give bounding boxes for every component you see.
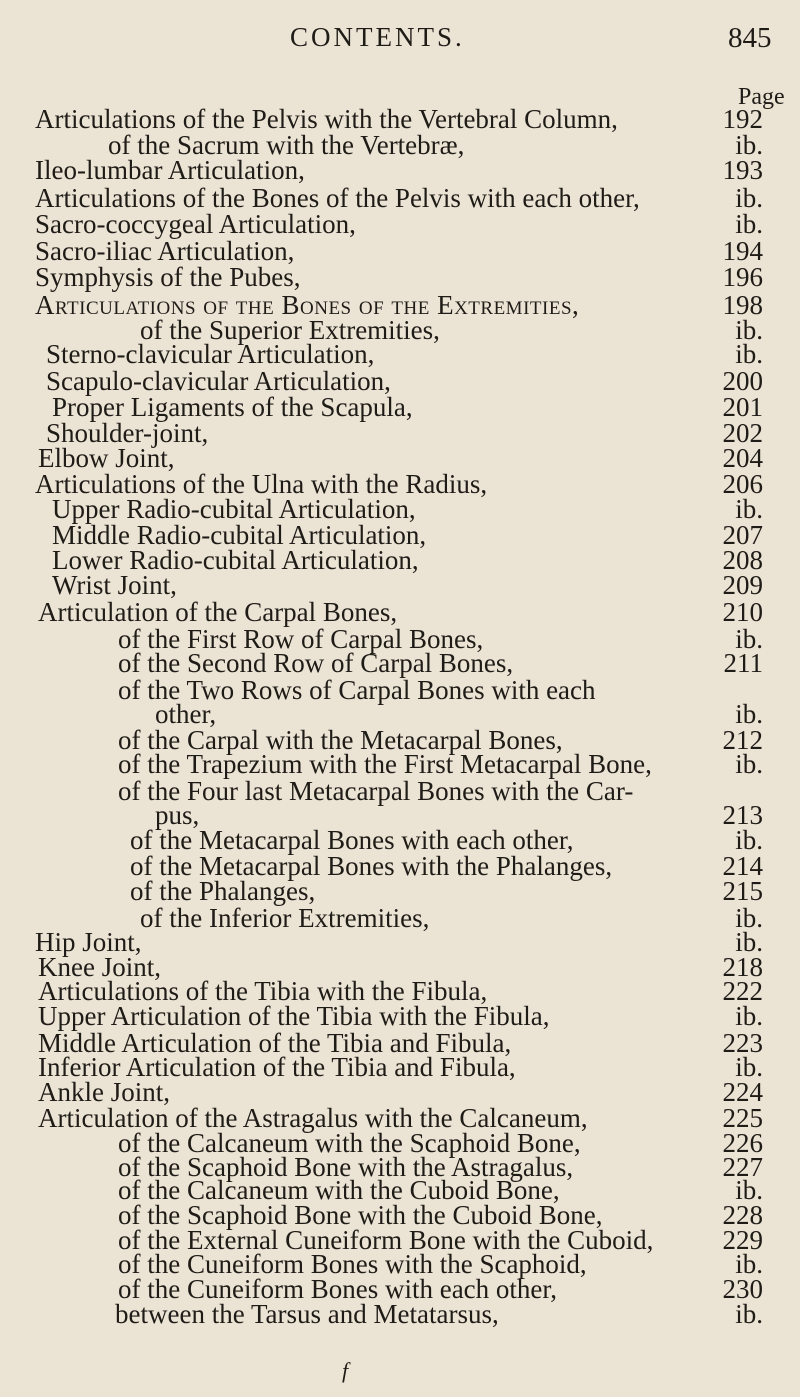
entry-title: of the Two Rows of Carpal Bones with each — [118, 675, 596, 705]
entry-page: ib. — [735, 183, 763, 213]
entry-page: 213 — [722, 800, 763, 830]
entry-page: 206 — [722, 469, 763, 499]
entry-page: 225 — [722, 1103, 763, 1133]
contents-entry — [0, 209, 800, 239]
entry-title: of the Sacrum with the Vertebræ, — [108, 130, 465, 160]
entry-page: ib. — [735, 130, 763, 160]
entry-page: ib. — [735, 1052, 763, 1082]
entry-page: 198 — [722, 290, 763, 320]
entry-page: ib. — [735, 494, 763, 524]
entry-title: Articulation of the Carpal Bones, — [38, 597, 398, 627]
entry-page: ib. — [735, 209, 763, 239]
entry-page: ib. — [735, 339, 763, 369]
entry-page: 218 — [722, 952, 763, 982]
entry-title: Articulations of the Ulna with the Radius, — [35, 469, 488, 499]
entry-page: 202 — [722, 418, 763, 448]
entry-page: 200 — [722, 366, 763, 396]
contents-entry — [0, 570, 800, 600]
entry-title: Symphysis of the Pubes, — [35, 262, 301, 292]
entry-title: between the Tarsus and Metatarsus, — [115, 1299, 499, 1329]
entry-title: Proper Ligaments of the Scapula, — [52, 392, 413, 422]
contents-entry — [0, 648, 800, 678]
entry-title: of the Metacarpal Bones with each other, — [130, 825, 574, 855]
entry-title: Upper Articulation of the Tibia with the Fibula, — [38, 1001, 550, 1031]
entry-title: of the Superior Extremities, — [140, 315, 440, 345]
entry-page: 193 — [722, 155, 763, 185]
signature-mark: f — [342, 1358, 349, 1383]
entry-title: of the First Row of Carpal Bones, — [118, 624, 484, 654]
entry-page: 211 — [723, 648, 763, 678]
entry-page: ib. — [735, 699, 763, 729]
entry-page: 204 — [722, 443, 763, 473]
entry-title: pus, — [155, 800, 200, 830]
entry-title: Articulations of the Bones of the Pelvis with each other, — [35, 183, 640, 213]
entry-page: ib. — [735, 825, 763, 855]
entry-title: Lower Radio-cubital Articulation, — [52, 545, 419, 575]
entry-title: of the Second Row of Carpal Bones, — [118, 648, 514, 678]
contents-entry — [0, 339, 800, 369]
entry-title: of the Cuneiform Bones with the Scaphoid, — [118, 1249, 587, 1279]
entry-title: Knee Joint, — [38, 952, 161, 982]
page-number: 845 — [728, 22, 772, 54]
contents-entry — [0, 1299, 800, 1329]
entry-title: of the Metacarpal Bones with the Phalanges, — [130, 851, 613, 881]
entry-page: 196 — [722, 262, 763, 292]
entry-title: of the Trapezium with the First Metacarpal Bone, — [118, 749, 652, 779]
entry-title: Inferior Articulation of the Tibia and Fibula, — [38, 1052, 516, 1082]
entry-title: Shoulder-joint, — [46, 418, 209, 448]
running-title: CONTENTS. — [290, 22, 465, 52]
entry-page: 214 — [722, 851, 763, 881]
entry-page: ib. — [735, 749, 763, 779]
entry-page: ib. — [735, 624, 763, 654]
entry-page: ib. — [735, 927, 763, 957]
entry-page: ib. — [735, 1249, 763, 1279]
entry-title: Wrist Joint, — [52, 570, 177, 600]
entry-page: 210 — [722, 597, 763, 627]
contents-entry — [0, 876, 800, 906]
entry-title: of the Calcaneum with the Scaphoid Bone, — [118, 1128, 581, 1158]
entry-page: 207 — [722, 520, 763, 550]
entry-title: Articulation of the Astragalus with the Calcaneum, — [38, 1103, 588, 1133]
entry-title: Hip Joint, — [35, 927, 142, 957]
entry-title: Sacro-coccygeal Articulation, — [35, 209, 356, 239]
entry-title: of the Four last Metacarpal Bones with the Car- — [118, 776, 634, 806]
entry-page: ib. — [735, 315, 763, 345]
entry-title: of the External Cuneiform Bone with the Cuboid, — [118, 1225, 654, 1255]
entry-page: 209 — [722, 570, 763, 600]
contents-entry — [0, 1001, 800, 1031]
entry-page: ib. — [735, 903, 763, 933]
entry-page: 222 — [722, 976, 763, 1006]
entry-page: ib. — [735, 1299, 763, 1329]
entry-title: Articulations of the Pelvis with the Vertebral Column, — [35, 104, 618, 134]
entry-title: Ileo-lumbar Articulation, — [35, 155, 305, 185]
entry-page: 230 — [722, 1274, 763, 1304]
entry-title: of the Cuneiform Bones with each other, — [118, 1274, 558, 1304]
entry-page: 215 — [722, 876, 763, 906]
contents-entry — [0, 597, 800, 627]
entry-title: of the Scaphoid Bone with the Astragalus, — [118, 1152, 574, 1182]
entry-title: of the Scaphoid Bone with the Cuboid Bone, — [118, 1200, 603, 1230]
entry-title: other, — [155, 699, 217, 729]
entry-page: 227 — [722, 1152, 763, 1182]
entry-title: of the Carpal with the Metacarpal Bones, — [118, 725, 563, 755]
page-column-label: Page — [738, 84, 785, 110]
entry-title: Scapulo-clavicular Articulation, — [46, 366, 391, 396]
entry-title: Middle Articulation of the Tibia and Fibula, — [38, 1028, 512, 1058]
entry-title: Middle Radio-cubital Articulation, — [52, 520, 427, 550]
entry-page: ib. — [735, 1001, 763, 1031]
entry-title: Ankle Joint, — [38, 1077, 170, 1107]
entry-page: 192 — [722, 104, 763, 134]
entry-title: Upper Radio-cubital Articulation, — [52, 494, 416, 524]
contents-entry — [0, 262, 800, 292]
page-header — [0, 22, 800, 62]
entry-page: 228 — [722, 1200, 763, 1230]
entry-page: 224 — [722, 1077, 763, 1107]
contents-entry — [0, 155, 800, 185]
entry-page: 201 — [722, 392, 763, 422]
entry-title: Sterno-clavicular Articulation, — [46, 339, 375, 369]
entry-page: 226 — [722, 1128, 763, 1158]
entry-page: 229 — [722, 1225, 763, 1255]
entry-page: 194 — [722, 236, 763, 266]
contents-entry — [0, 749, 800, 779]
entry-title: of the Inferior Extremities, — [140, 903, 430, 933]
entry-title: Articulations of the Bones of the Extremities, — [35, 290, 580, 320]
entry-page: 208 — [722, 545, 763, 575]
entry-page: 223 — [722, 1028, 763, 1058]
entry-title: of the Calcaneum with the Cuboid Bone, — [118, 1175, 560, 1205]
entry-title: Elbow Joint, — [38, 443, 175, 473]
entry-page: 212 — [722, 725, 763, 755]
entry-title: Articulations of the Tibia with the Fibula, — [38, 976, 488, 1006]
entry-title: Sacro-iliac Articulation, — [35, 236, 295, 266]
entry-page: ib. — [735, 1175, 763, 1205]
entry-title: of the Phalanges, — [130, 876, 316, 906]
